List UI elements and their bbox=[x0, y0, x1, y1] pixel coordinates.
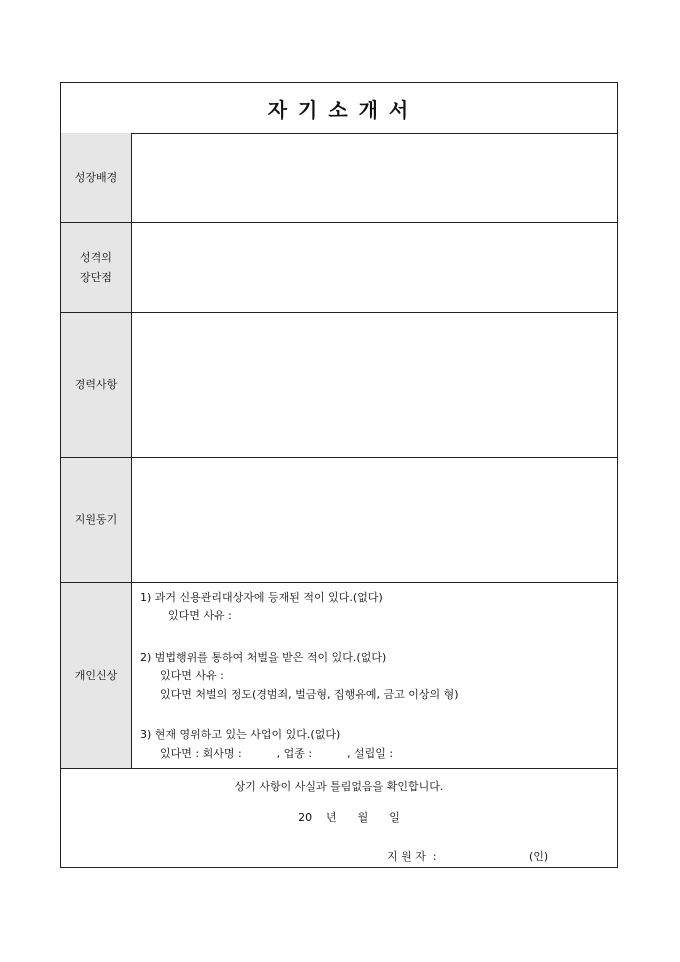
personal-field[interactable] bbox=[132, 583, 617, 768]
growth-background-field[interactable] bbox=[132, 133, 617, 222]
self-introduction-form bbox=[60, 82, 618, 868]
career-field[interactable] bbox=[132, 313, 617, 457]
row-personality bbox=[61, 223, 617, 313]
personal-q3: 3) 현재 영위하고 있는 사업이 있다.(없다) bbox=[140, 728, 341, 741]
applicant-label: 지 원 자 : bbox=[387, 850, 437, 863]
label-personal: 개인신상 bbox=[61, 583, 132, 768]
motivation-field[interactable] bbox=[132, 458, 617, 582]
row-motivation bbox=[61, 458, 617, 583]
label-growth-background: 성장배경 bbox=[61, 133, 132, 222]
personal-q2-reason: 있다면 사유 : bbox=[160, 669, 224, 682]
label-motivation: 지원동기 bbox=[61, 458, 132, 582]
personal-q1: 1) 과거 신용관리대상자에 등재된 적이 있다.(없다) bbox=[140, 591, 383, 604]
personal-q2: 2) 범법행위를 통하여 처벌을 받은 적이 있다.(없다) bbox=[140, 651, 387, 664]
row-personal bbox=[61, 583, 617, 769]
personal-q3-detail: 있다면 : 회사명 : , 업종 : , 설립일 : bbox=[160, 747, 394, 760]
label-career: 경력사항 bbox=[61, 313, 132, 457]
row-career bbox=[61, 313, 617, 458]
label-personality: 성격의 장단점 bbox=[61, 223, 132, 312]
title-row bbox=[61, 83, 617, 134]
personality-field[interactable] bbox=[132, 223, 617, 312]
form-title: 자 기 소 개 서 bbox=[267, 97, 411, 122]
confirmation-section bbox=[61, 769, 617, 867]
date-line: 20 년 월 일 bbox=[298, 811, 400, 824]
row-growth-background bbox=[61, 133, 617, 223]
personal-q2-degree: 있다면 처벌의 정도(경범죄, 벌금형, 집행유예, 금고 이상의 형) bbox=[160, 688, 459, 701]
seal-mark: (인) bbox=[529, 850, 549, 863]
confirm-statement: 상기 사항이 사실과 틀림없음을 확인합니다. bbox=[234, 780, 444, 793]
personal-q1-reason: 있다면 사유 : bbox=[168, 609, 232, 622]
